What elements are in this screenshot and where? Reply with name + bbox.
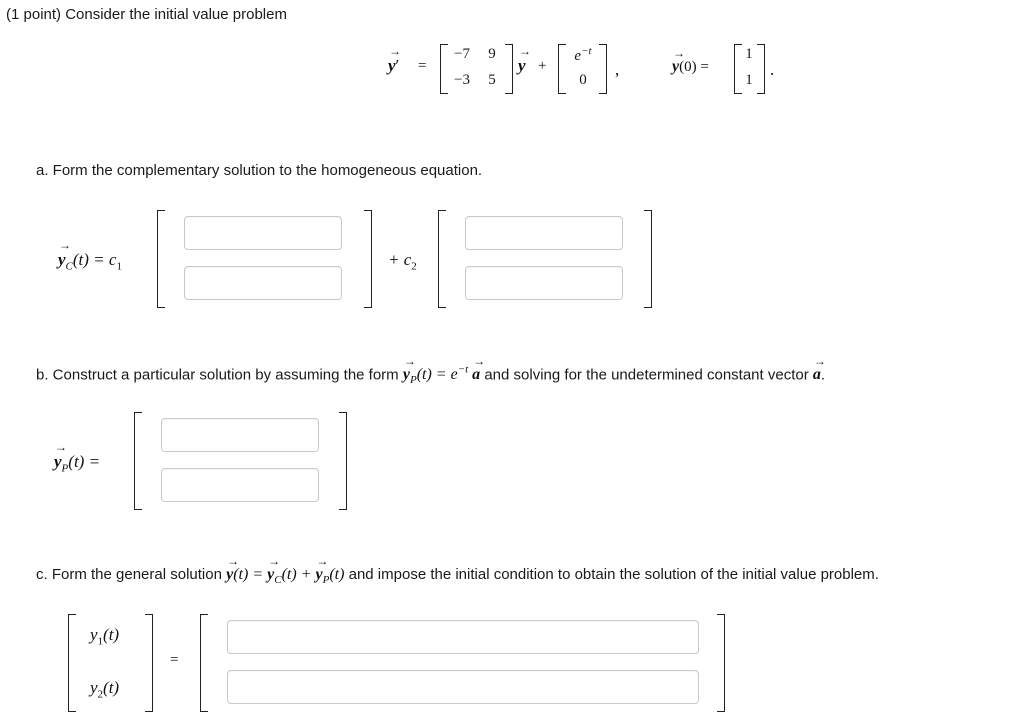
part-a-lhs: → $y_C(t) = c_1$	[58, 250, 122, 272]
part-a-vec1-right-bracket	[364, 210, 372, 308]
part-c-rhs-right-bracket	[717, 614, 725, 712]
part-a-vec1-left-bracket	[157, 210, 165, 308]
forcing-top: $e^{-t}$	[574, 45, 592, 64]
part-c-y1: $y_1(t)$	[90, 625, 120, 648]
ic-top: 1	[745, 46, 753, 62]
forcing-bottom: 0	[579, 72, 587, 88]
part-a-vec2-right-bracket	[644, 210, 652, 308]
part-a-prompt: a. Form the complementary solution to the homogeneous equation.	[36, 162, 483, 179]
ode-equals: =	[418, 58, 427, 74]
part-b-top-input[interactable]	[161, 418, 319, 452]
matrix-a12: 9	[488, 46, 496, 62]
part-a-c2: + $c_2$	[388, 250, 417, 273]
part-b-bottom-input[interactable]	[161, 468, 319, 502]
ode-plus: +	[538, 58, 547, 74]
matrix-a21: −3	[454, 72, 470, 88]
part-c-rhs-left-bracket	[200, 614, 208, 712]
part-c-lhs-left-bracket	[68, 614, 76, 712]
part-a-vec2-left-bracket	[438, 210, 446, 308]
matrix-left-bracket	[440, 44, 448, 94]
y-prime: → y′	[388, 56, 399, 76]
matrix-right-bracket	[505, 44, 513, 94]
part-b-prompt: b. Construct a particular solution by assuming the form → $y_P(t) = e^{-t} \to a$ and solving for the undetermined constant vector → a.	[36, 364, 825, 387]
part-c-y2: $y_2(t)$	[90, 678, 120, 701]
part-b-left-bracket	[134, 412, 142, 510]
part-a-vec1-top-input[interactable]	[184, 216, 342, 250]
part-b-lhs: → $y_P(t)$ =	[54, 452, 100, 474]
part-a-vec2-bottom-input[interactable]	[465, 266, 623, 300]
part-a-vec2-top-input[interactable]	[465, 216, 623, 250]
problem-header: (1 point) Consider the initial value problem	[6, 6, 287, 23]
ode-y: → y	[518, 56, 526, 76]
ic-bottom: 1	[745, 72, 753, 88]
matrix-a11: −7	[454, 46, 470, 62]
part-c-prompt: c. Form the general solution → y(t) = → $y_C(t)$ + → $y_P(t)$ and impose the initial condition to obtain the solution of the initial value problem.	[36, 566, 879, 586]
ic-period: .	[770, 60, 775, 79]
forcing-right-bracket	[599, 44, 607, 94]
part-c-lhs-right-bracket	[145, 614, 153, 712]
matrix-a22: 5	[488, 72, 496, 88]
part-a-vec1-bottom-input[interactable]	[184, 266, 342, 300]
part-c-y1-input[interactable]	[227, 620, 699, 654]
ic-right-bracket	[757, 44, 765, 94]
part-c-equals: =	[170, 652, 179, 668]
initial-condition-label: → y(0) =	[672, 58, 709, 76]
part-c-y2-input[interactable]	[227, 670, 699, 704]
forcing-left-bracket	[558, 44, 566, 94]
ode-comma: ,	[615, 60, 620, 79]
part-b-right-bracket	[339, 412, 347, 510]
